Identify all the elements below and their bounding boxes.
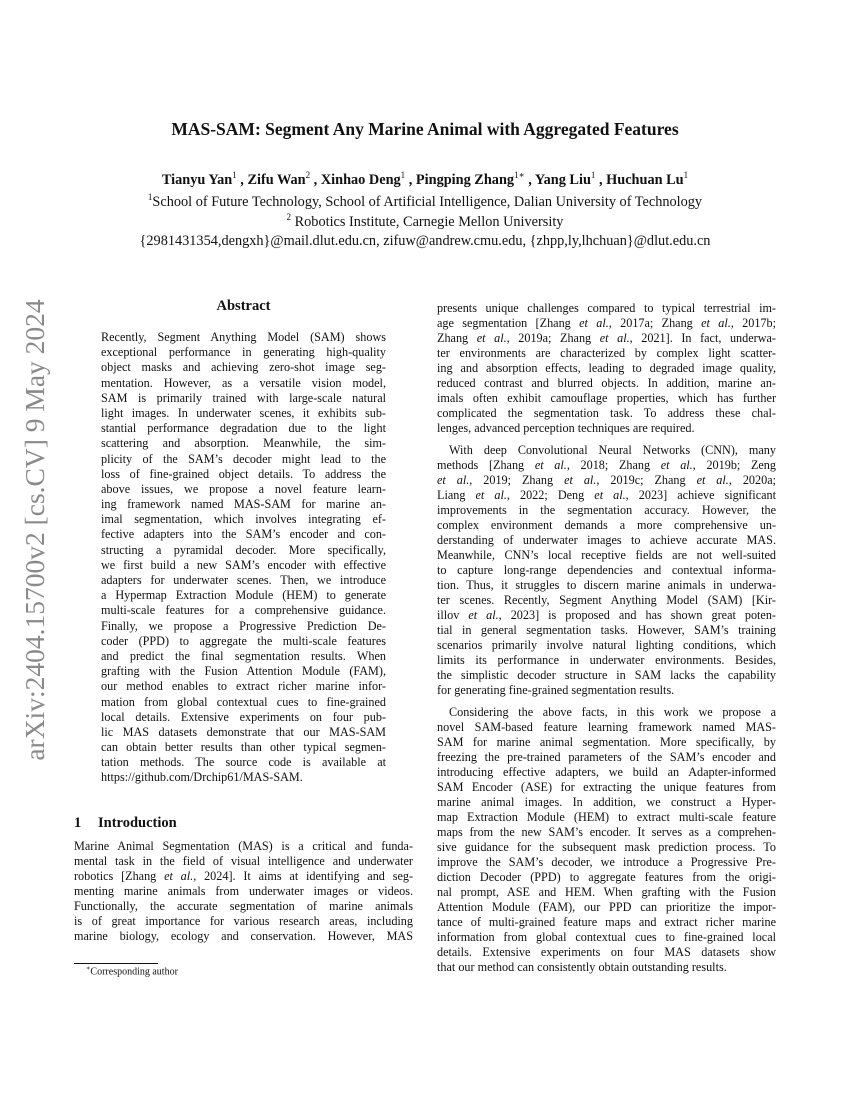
paper-title: MAS-SAM: Segment Any Marine Animal with Aggregated Features xyxy=(171,119,679,139)
text-line: freezing the pre-trained parameters of the SAM’s encoder and xyxy=(437,750,776,764)
text-line: methods [Zhang et al., 2018; Zhang et al., 2019b; Zeng xyxy=(437,458,776,472)
text-line: imal segmentation, which involves integrating ef- xyxy=(101,512,386,527)
arxiv-stamp: arXiv:2404.15700v2 [cs.CV] 9 May 2024 xyxy=(19,299,50,761)
text-line: a Hypermap Extraction Module (HEM) to generate xyxy=(101,588,386,603)
text-line: sive guidance for the subsequent mask prediction process. To xyxy=(437,840,776,854)
text-line: information from global contextual cues to fine-grained local xyxy=(437,930,776,944)
text-line: scenarios primarily involve natural lighting conditions, which xyxy=(437,638,776,652)
text-line: limits its performance in underwater environments. Besides, xyxy=(437,653,776,667)
text-line: marine biology, ecology and conservation. However, MAS xyxy=(74,929,413,943)
text-line: SAM is primarily trained with large-scale natural xyxy=(101,390,386,405)
text-line: ter scenes. Recently, Segment Anything Model (SAM) [Kir- xyxy=(437,593,776,607)
author-affiliation-mark: 1 xyxy=(232,170,237,180)
text-line: diction Decoder (PPD) to aggregate features from the origi- xyxy=(437,870,776,884)
text-line: improve the SAM’s decoder, we introduce a Progressive Pre- xyxy=(437,855,776,869)
author-affiliation-mark: 1∗ xyxy=(514,170,525,180)
footnote xyxy=(86,964,178,977)
text-line: local details. Extensive experiments on four pub- xyxy=(101,709,386,724)
text-line: grafting with the Fusion Attention Module (FAM), xyxy=(101,664,386,679)
text-line: presents unique challenges compared to typical terrestrial im- xyxy=(437,301,776,315)
text-line: reduced contrast and blurred objects. In addition, marine an- xyxy=(437,376,776,390)
author-name: Tianyu Yan xyxy=(161,171,233,188)
section-title: Introduction xyxy=(98,815,177,831)
text-line: ing framework named MAS-SAM for marine an- xyxy=(101,497,386,512)
affiliation-1 xyxy=(0,192,850,211)
text-line: robotics [Zhang et al., 2024]. It aims at identifying and seg- xyxy=(74,869,413,883)
text-line: SAM Encoder (ASE) for extracting the unique features from xyxy=(437,780,776,794)
text-line: scattering and absorption. Meanwhile, the sim- xyxy=(101,436,386,451)
text-line: imals often exhibit camouflage properties, which has further xyxy=(437,391,776,405)
text-line: fective adapters into the SAM’s encoder and con- xyxy=(101,527,386,542)
text-line: ing and absorption effects, leading to degraded image quality, xyxy=(437,361,776,375)
affiliation-text: School of Future Technology, School of Artificial Intelligence, Dalian University of Technology xyxy=(152,193,703,210)
text-line: our method enables to extract richer marine infor- xyxy=(101,679,386,694)
text-line: Liang et al., 2022; Deng et al., 2023] achieve significant xyxy=(437,488,776,502)
text-line: Considering the above facts, in this work we propose a xyxy=(449,705,776,719)
text-line: and predict the final segmentation results. When xyxy=(101,648,386,663)
text-line: Functionally, the accurate segmentation of marine animals xyxy=(74,899,413,913)
text-line: structing a pyramidal decoder. More specifically, xyxy=(101,542,386,557)
text-line: With deep Convolutional Neural Networks (CNN), many xyxy=(449,443,776,457)
author-name: Zifu Wan xyxy=(247,171,306,188)
author xyxy=(162,172,237,188)
text-line: object masks and achieving zero-shot image seg- xyxy=(101,360,386,375)
text-line: the simplistic decoder structure in SAM lacks the capability xyxy=(437,668,776,682)
text-line: derstanding of underwater images to achieve accurate MAS. xyxy=(437,533,776,547)
affiliation-2 xyxy=(0,212,850,231)
text-line: loss of fine-grained object details. To address the xyxy=(101,466,386,481)
author-name: Yang Liu xyxy=(534,171,591,188)
text-line: age segmentation [Zhang et al., 2017a; Zhang et al., 2017b; xyxy=(437,316,776,330)
text-line: mentation. However, as a versatile vision model, xyxy=(101,375,386,390)
author-affiliation-mark: 1 xyxy=(683,170,689,180)
affiliation-text: Robotics Institute, Carnegie Mellon University xyxy=(291,213,564,230)
text-line: complicated the segmentation task. To address these chal- xyxy=(437,406,776,420)
text-line: details. Extensive experiments on four MAS datasets show xyxy=(437,945,776,959)
text-line: Finally, we propose a Progressive Prediction De- xyxy=(101,618,386,633)
text-line: Zhang et al., 2019a; Zhang et al., 2021]. In fact, underwa- xyxy=(437,331,776,345)
author-list: Tianyu Yan$^1$ , Zifu Wan$^2$ , Xinhao Deng$^1$ , Pingping Zhang$^{1∗}$ , Yang Liu$^1$ , Huchuan Lu$^1$ xyxy=(161,170,689,188)
footnote-mark: ∗ xyxy=(86,965,91,972)
text-line: https://github.com/Drchip61/MAS-SAM. xyxy=(101,770,303,785)
text-line: et al., 2019; Zhang et al., 2019c; Zhang et al., 2020a; xyxy=(437,473,776,487)
text-line: marine animal images. In addition, we construct a Hyper- xyxy=(437,795,776,809)
text-line: mental task in the field of visual intelligence and underwater xyxy=(74,854,413,868)
text-line: multi-scale features for a comprehensive guidance. xyxy=(101,603,386,618)
text-line: that our method can consistently obtain outstanding results. xyxy=(437,960,727,974)
author-name: Huchuan Lu xyxy=(606,171,684,188)
author xyxy=(535,172,596,188)
text-line: we first build a new SAM’s encoder with effective xyxy=(101,557,386,572)
author-name: Xinhao Deng xyxy=(320,171,401,188)
text-line: for generating fine-grained segmentation results. xyxy=(437,683,675,697)
author-name: Pingping Zhang xyxy=(415,171,515,188)
author-emails: {2981431354,dengxh}@mail.dlut.edu.cn, zifuw@andrew.cmu.edu, {zhpp,ly,lhchuan}@dlut.edu.cn xyxy=(139,233,711,249)
text-line: novel SAM-based feature learning framework named MAS- xyxy=(437,720,776,734)
author-affiliation-mark: 1 xyxy=(400,170,406,180)
text-line: nal prompt, ASE and HEM. When grafting with the Fusion xyxy=(437,885,776,899)
text-line: maps from the new SAM’s encoder. It serves as a comprehen- xyxy=(437,825,776,839)
text-line: stantial performance degradation due to the light xyxy=(101,421,386,436)
text-line: tance of multi-grained feature maps and extract richer marine xyxy=(437,915,776,929)
introduction-paragraph xyxy=(437,443,776,698)
section-heading-introduction xyxy=(74,815,177,832)
text-line: adapters for underwater scenes. Then, we introduce xyxy=(101,573,386,587)
affiliation-mark: 1 xyxy=(147,192,153,202)
author xyxy=(247,172,310,188)
text-line: is of great importance for various research areas, including xyxy=(74,914,413,928)
author xyxy=(606,172,688,188)
text-line: coder (PPD) to aggregate the multi-scale features xyxy=(101,633,386,648)
author-affiliation-mark: 1 xyxy=(590,170,596,180)
text-line: introducing effective adapters, we build an Adapter-informed xyxy=(437,765,776,779)
introduction-paragraph xyxy=(437,705,776,975)
introduction-paragraph xyxy=(437,301,776,436)
author xyxy=(321,172,405,188)
text-line: to capture long-range dependencies and contextual informa- xyxy=(437,563,776,577)
text-line: Marine Animal Segmentation (MAS) is a critical and funda- xyxy=(74,839,413,853)
text-line: Meanwhile, CNN’s local receptive fields are not well-suited xyxy=(437,548,776,562)
text-line: lenges, advanced perception techniques are required. xyxy=(437,421,695,435)
text-line: SAM for marine animal segmentation. More specifically, by xyxy=(437,735,776,749)
text-line: tial in general segmentation tasks. However, SAM’s training xyxy=(437,623,776,637)
text-line: lic MAS datasets demonstrate that our MAS-SAM xyxy=(101,724,386,739)
text-line: Recently, Segment Anything Model (SAM) shows xyxy=(101,330,386,344)
text-line: complex environment demands a more comprehensive un- xyxy=(437,518,776,532)
text-line: map Extraction Module (HEM) to extract multi-scale feature xyxy=(437,810,776,824)
section-number: 1 xyxy=(74,815,82,831)
text-line: improvements in the segmentation accuracy. However, the xyxy=(437,503,776,517)
text-line: above issues, we propose a novel feature learn- xyxy=(101,481,386,496)
text-line: can obtain better results than other typical segmen- xyxy=(101,740,386,755)
author xyxy=(416,172,525,188)
text-line: plicity of the SAM’s decoder might lead to the xyxy=(101,451,386,466)
text-line: exceptional performance in generating high-quality xyxy=(101,345,386,360)
text-line: tation methods. The source code is available at xyxy=(101,755,386,770)
footnote-text: Corresponding author xyxy=(90,966,178,978)
text-line: Attention Module (FAM), our PPD can prioritize the impor- xyxy=(437,900,776,914)
text-line: light images. In underwater scenes, it exhibits sub- xyxy=(101,405,386,420)
text-line: menting marine animals from underwater images or videos. xyxy=(74,884,413,898)
introduction-body-left xyxy=(74,839,413,944)
abstract-heading: Abstract xyxy=(216,298,271,314)
affiliation-mark: 2 xyxy=(286,212,292,222)
text-line: illov et al., 2023] is proposed and has shown great poten- xyxy=(437,608,776,622)
abstract-body xyxy=(101,330,386,786)
author-affiliation-mark: 2 xyxy=(305,170,311,180)
text-line: tion. Thus, it struggles to discern marine animals in underwa- xyxy=(437,578,776,592)
text-line: mation from global contextual cues to fine-grained xyxy=(101,694,386,709)
text-line: ter environments are characterized by complex light scatter- xyxy=(437,346,776,360)
